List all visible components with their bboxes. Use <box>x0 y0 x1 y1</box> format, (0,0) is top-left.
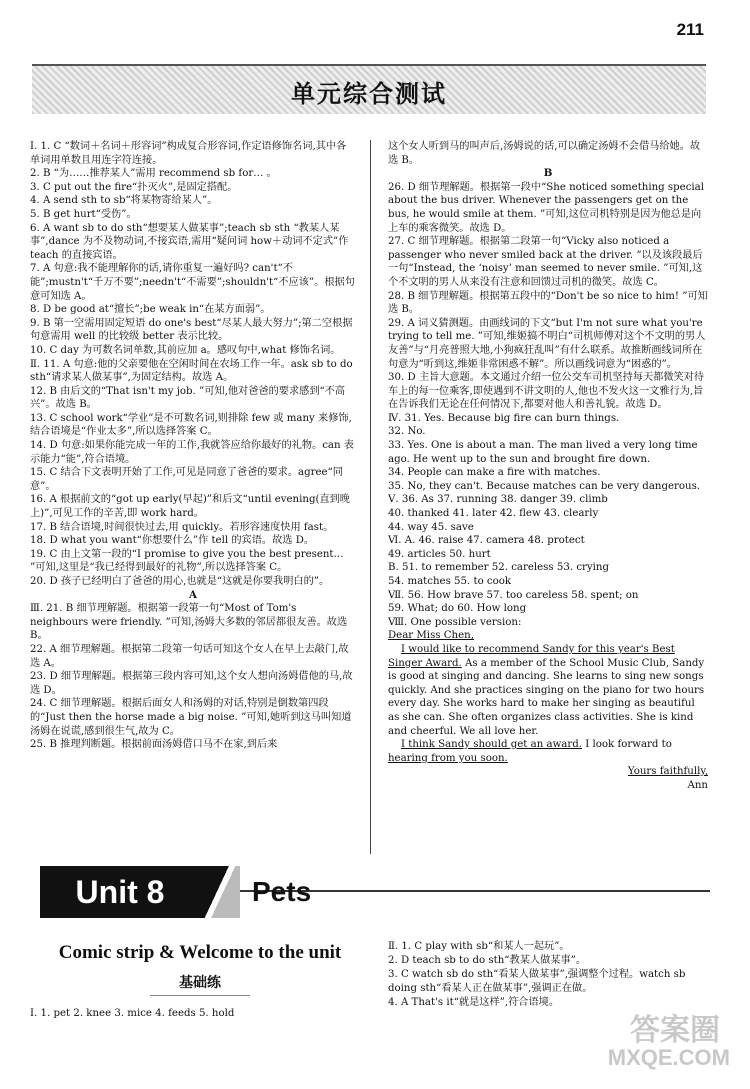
answer-item: Ⅶ. 56. How brave 57. too careless 58. spent; on <box>388 589 639 601</box>
section-title: Comic strip & Welcome to the unit <box>58 942 342 963</box>
answer-item: 4. A send sth to sb“将某物寄给某人”。 <box>30 195 218 207</box>
answer-item: 16. A 根据前文的“got up early(早起)”和后文“until evening(直到晚上)”,可见工作的辛苦,即 work hard。 <box>30 494 350 520</box>
answer-item: 34. People can make a fire with matches. <box>388 467 601 479</box>
answer-item: Ⅱ. 1. C play with sb“和某人一起玩”。 <box>388 941 570 952</box>
letter-topic-sentence: I would like to recommend Sandy for this year's Best Singer Award. <box>388 643 675 669</box>
right-answer-column <box>388 140 708 854</box>
section-banner <box>32 64 706 114</box>
answer-item: Ⅴ. 36. As 37. running 38. danger 39. climb <box>388 494 608 506</box>
bottom-right-answers <box>388 940 708 1010</box>
practice-underline <box>150 995 250 996</box>
answer-item: Ⅳ. 31. Yes. Because big fire can burn things. <box>388 412 620 424</box>
answer-item: 9. B 第一空需用固定短语 do one's best“尽某人最大努力”;第二空根据句意需用 well 的比较级 better 表示比较。 <box>30 317 353 343</box>
answer-item: 3. C put out the fire“扑灭火”,是固定搭配。 <box>30 181 238 193</box>
answer-item: 8. D be good at“擅长”;be weak in“在某方面弱”。 <box>30 304 271 316</box>
letter-conclusion: I think Sandy should get an award. <box>400 739 583 751</box>
letter-signature: Ann <box>687 779 708 791</box>
letter-paragraph-1 <box>388 643 708 738</box>
answer-item: 32. No. <box>388 426 426 438</box>
answer-item: 40. thanked 41. later 42. flew 43. clearly <box>388 508 599 520</box>
answer-item: 4. A That's it“就是这样”,符合语境。 <box>388 997 560 1008</box>
answer-item: 2. B “为……推荐某人”需用 recommend sb for… 。 <box>30 168 277 180</box>
answer-item: Ⅵ. A. 46. raise 47. camera 48. protect <box>388 535 585 547</box>
answer-item: Ⅰ. 1. C “数词＋名词＋形容词”构成复合形容词,作定语修饰名词,其中各单词用单数且用连字符连接。 <box>30 141 347 166</box>
answer-item: 23. D 细节理解题。根据第三段内容可知,这个女人想向汤姆借他的马,故选 D。 <box>30 671 353 696</box>
left-answer-column <box>30 140 356 854</box>
answer-item: 54. matches 55. to cook <box>388 576 512 587</box>
banner-title: 单元综合测试 <box>291 80 447 108</box>
page-number: 211 <box>676 20 704 39</box>
answer-item: 22. A 细节理解题。根据第二段第一句话可知这个女人在早上去敲门,故选 A。 <box>30 643 349 669</box>
answer-item: 24. C 细节理解题。根据后面女人和汤姆的对话,特别是倒数第四段的“Just then the horse made a big noise. ”可知,她听到这马叫知道汤姆在说谎,感到很生气,故为 C。 <box>30 698 352 737</box>
answer-item: 33. Yes. One is about a man. The man lived a very long time ago. He went up to the sun and brought fire down. <box>388 440 698 465</box>
letter-body: As a member of the School Music Club, Sandy is good at singing and dancing. She learns to sing new songs quickly. And she practices singing on the piano for two hours every day. She works hard to make her singing as beautiful as she can. She often organizes class activities. She is kind and cheerful. We all love her. <box>388 657 705 737</box>
unit-label: Unit 8 <box>40 866 200 918</box>
column-divider <box>370 140 371 854</box>
answer-item: 44. way 45. save <box>388 521 474 533</box>
answer-item: Ⅷ. One possible version: <box>388 616 522 628</box>
letter-paragraph-2 <box>388 738 708 765</box>
watermark-logo: 答案圈 <box>630 1014 720 1047</box>
answer-item: 25. B 推理判断题。根据前面汤姆借口马不在家,到后来 <box>30 739 278 751</box>
letter-body: I look forward to <box>582 739 672 751</box>
answer-item: 6. A want sb to do sth“想要某人做某事”;teach sb sth “教某人某事”,dance 为不及物动词,不接宾语,需用“疑问词 how＋动词不定式”作 teach 的直接宾语。 <box>30 222 349 261</box>
unit-title: Pets <box>252 876 312 907</box>
answer-item: 12. B 由后文的“That isn't my job. ”可知,他对爸爸的要求感到“不高兴”。故选 B。 <box>30 385 346 411</box>
letter-salutation: Dear Miss Chen, <box>388 630 474 642</box>
answer-item: 3. C watch sb do sth“看某人做某事”,强调整个过程。watch sb doing sth“看某人正在做某事”,强调正在做。 <box>388 969 686 994</box>
answer-item: 26. D 细节理解题。根据第一段中“She noticed something special about the bus driver. Whenever the passengers get on the bus, he would smile at them. ”可知,这位司机特别是因为他总是向上车的乘客微笑。故选 D。 <box>388 181 705 234</box>
answer-item: 18. D what you want“你想要什么”作 tell 的宾语。故选 D。 <box>30 535 315 547</box>
watermark-url: MXQE.COM <box>607 1045 730 1070</box>
answer-item: 19. C 由上文第一段的“I promise to give you the best present… ”可知,这里是“我已经得到最好的礼物”,所以选择答案 C。 <box>30 548 344 574</box>
practice-label: 基础练 <box>179 975 221 991</box>
unit-header <box>40 866 710 918</box>
answer-item: 29. A 词义猜测题。由画线词的下文“but I'm not sure what you're trying to tell me. ”可知,维姬搞不明白“司机师傅对这个不文明的男人友善”与“月亮普照大地,小狗疯狂乱叫”有什么联系。故推断画线词所在句意为“听到这,维姬非常困惑不解”。所以画线词意为“困惑的”。 <box>388 317 706 370</box>
unit-slash-decoration <box>200 866 240 918</box>
answer-item: 5. B get hurt“受伤”。 <box>30 208 137 220</box>
letter-closing: Yours faithfully, <box>627 766 708 778</box>
answer-item: 这个女人听到马的叫声后,汤姆说的话,可以确定汤姆不会借马给她。故选 B。 <box>388 141 701 166</box>
answer-item: 30. D 主旨大意题。本文通过介绍一位公交车司机坚持每天都微笑对待车上的每一位乘客,即使遇到不讲文明的人,他也不发火这一文雅行为,旨在告诉我们无论在任何情况下,都要对他人和善礼貌。故选 D。 <box>388 372 705 411</box>
answer-item: Ⅱ. 11. A 句意:他的父亲要他在空闲时间在农场工作一年。ask sb to do sth“请求某人做某事”,为固定结构。故选 A。 <box>30 358 353 384</box>
answer-item: 28. B 细节理解题。根据第五段中的“Don't be so nice to him! ”可知选 B。 <box>388 290 708 316</box>
letter-ending: hearing from you soon. <box>388 752 508 764</box>
answer-item: 17. B 结合语境,时间很快过去,用 quickly。若形容速度快用 fast。 <box>30 521 334 533</box>
answer-item: 10. C day 为可数名词单数,其前应加 a。感叹句中,what 修饰名词。 <box>30 344 341 356</box>
vocab-answers: Ⅰ. 1. pet 2. knee 3. mice 4. feeds 5. hold <box>30 1008 235 1019</box>
sample-letter <box>388 629 708 792</box>
answer-item: 7. A 句意:我不能理解你的话,请你重复一遍好吗? can't“不能”;mustn't“千万不要”;needn't“不需要”;shouldn't“不应该”。根据句意可知选 A。 <box>30 263 355 302</box>
answer-item: 15. C 结合下文表明开始了工作,可见是同意了爸爸的要求。agree“同意”。 <box>30 467 343 492</box>
answer-item: Ⅲ. 21. B 细节理解题。根据第一段第一句“Most of Tom's neighbours were friendly. ”可知,汤姆大多数的邻居都很友善。故选 B。 <box>30 603 348 642</box>
answer-item: 20. D 孩子已经明白了爸爸的用心,也就是“这就是你要我明白的”。 <box>30 576 330 587</box>
passage-heading: B <box>543 167 553 180</box>
answer-item: 13. C school work“学业”是不可数名词,则排除 few 或 many 来修饰,结合语境是“作业太多”,所以选择答案 C。 <box>30 412 352 438</box>
answer-item: 2. D teach sb to do sth“教某人做某事”。 <box>388 955 587 966</box>
answer-item: 27. C 细节理解题。根据第二段第一句“Vicky also noticed a passenger who never smiled back at the driver. ”以及该段最后一句“Instead, the ‘noisy’ man seemed to never smile. ”可知,这个不文明的男人从来没有注意和回馈过司机的微笑。故选 C。 <box>388 236 703 288</box>
answer-item: 49. articles 50. hurt <box>388 548 491 560</box>
answer-item: B. 51. to remember 52. careless 53. crying <box>388 562 609 574</box>
answer-item: 59. What; do 60. How long <box>388 603 527 615</box>
answer-item: 14. D 句意:如果你能完成一年的工作,我就答应给你最好的礼物。can 表示能力“能”,符合语境。 <box>30 440 354 465</box>
passage-heading: A <box>189 588 197 601</box>
answer-item: 35. No, they can't. Because matches can be very dangerous. <box>388 480 701 492</box>
